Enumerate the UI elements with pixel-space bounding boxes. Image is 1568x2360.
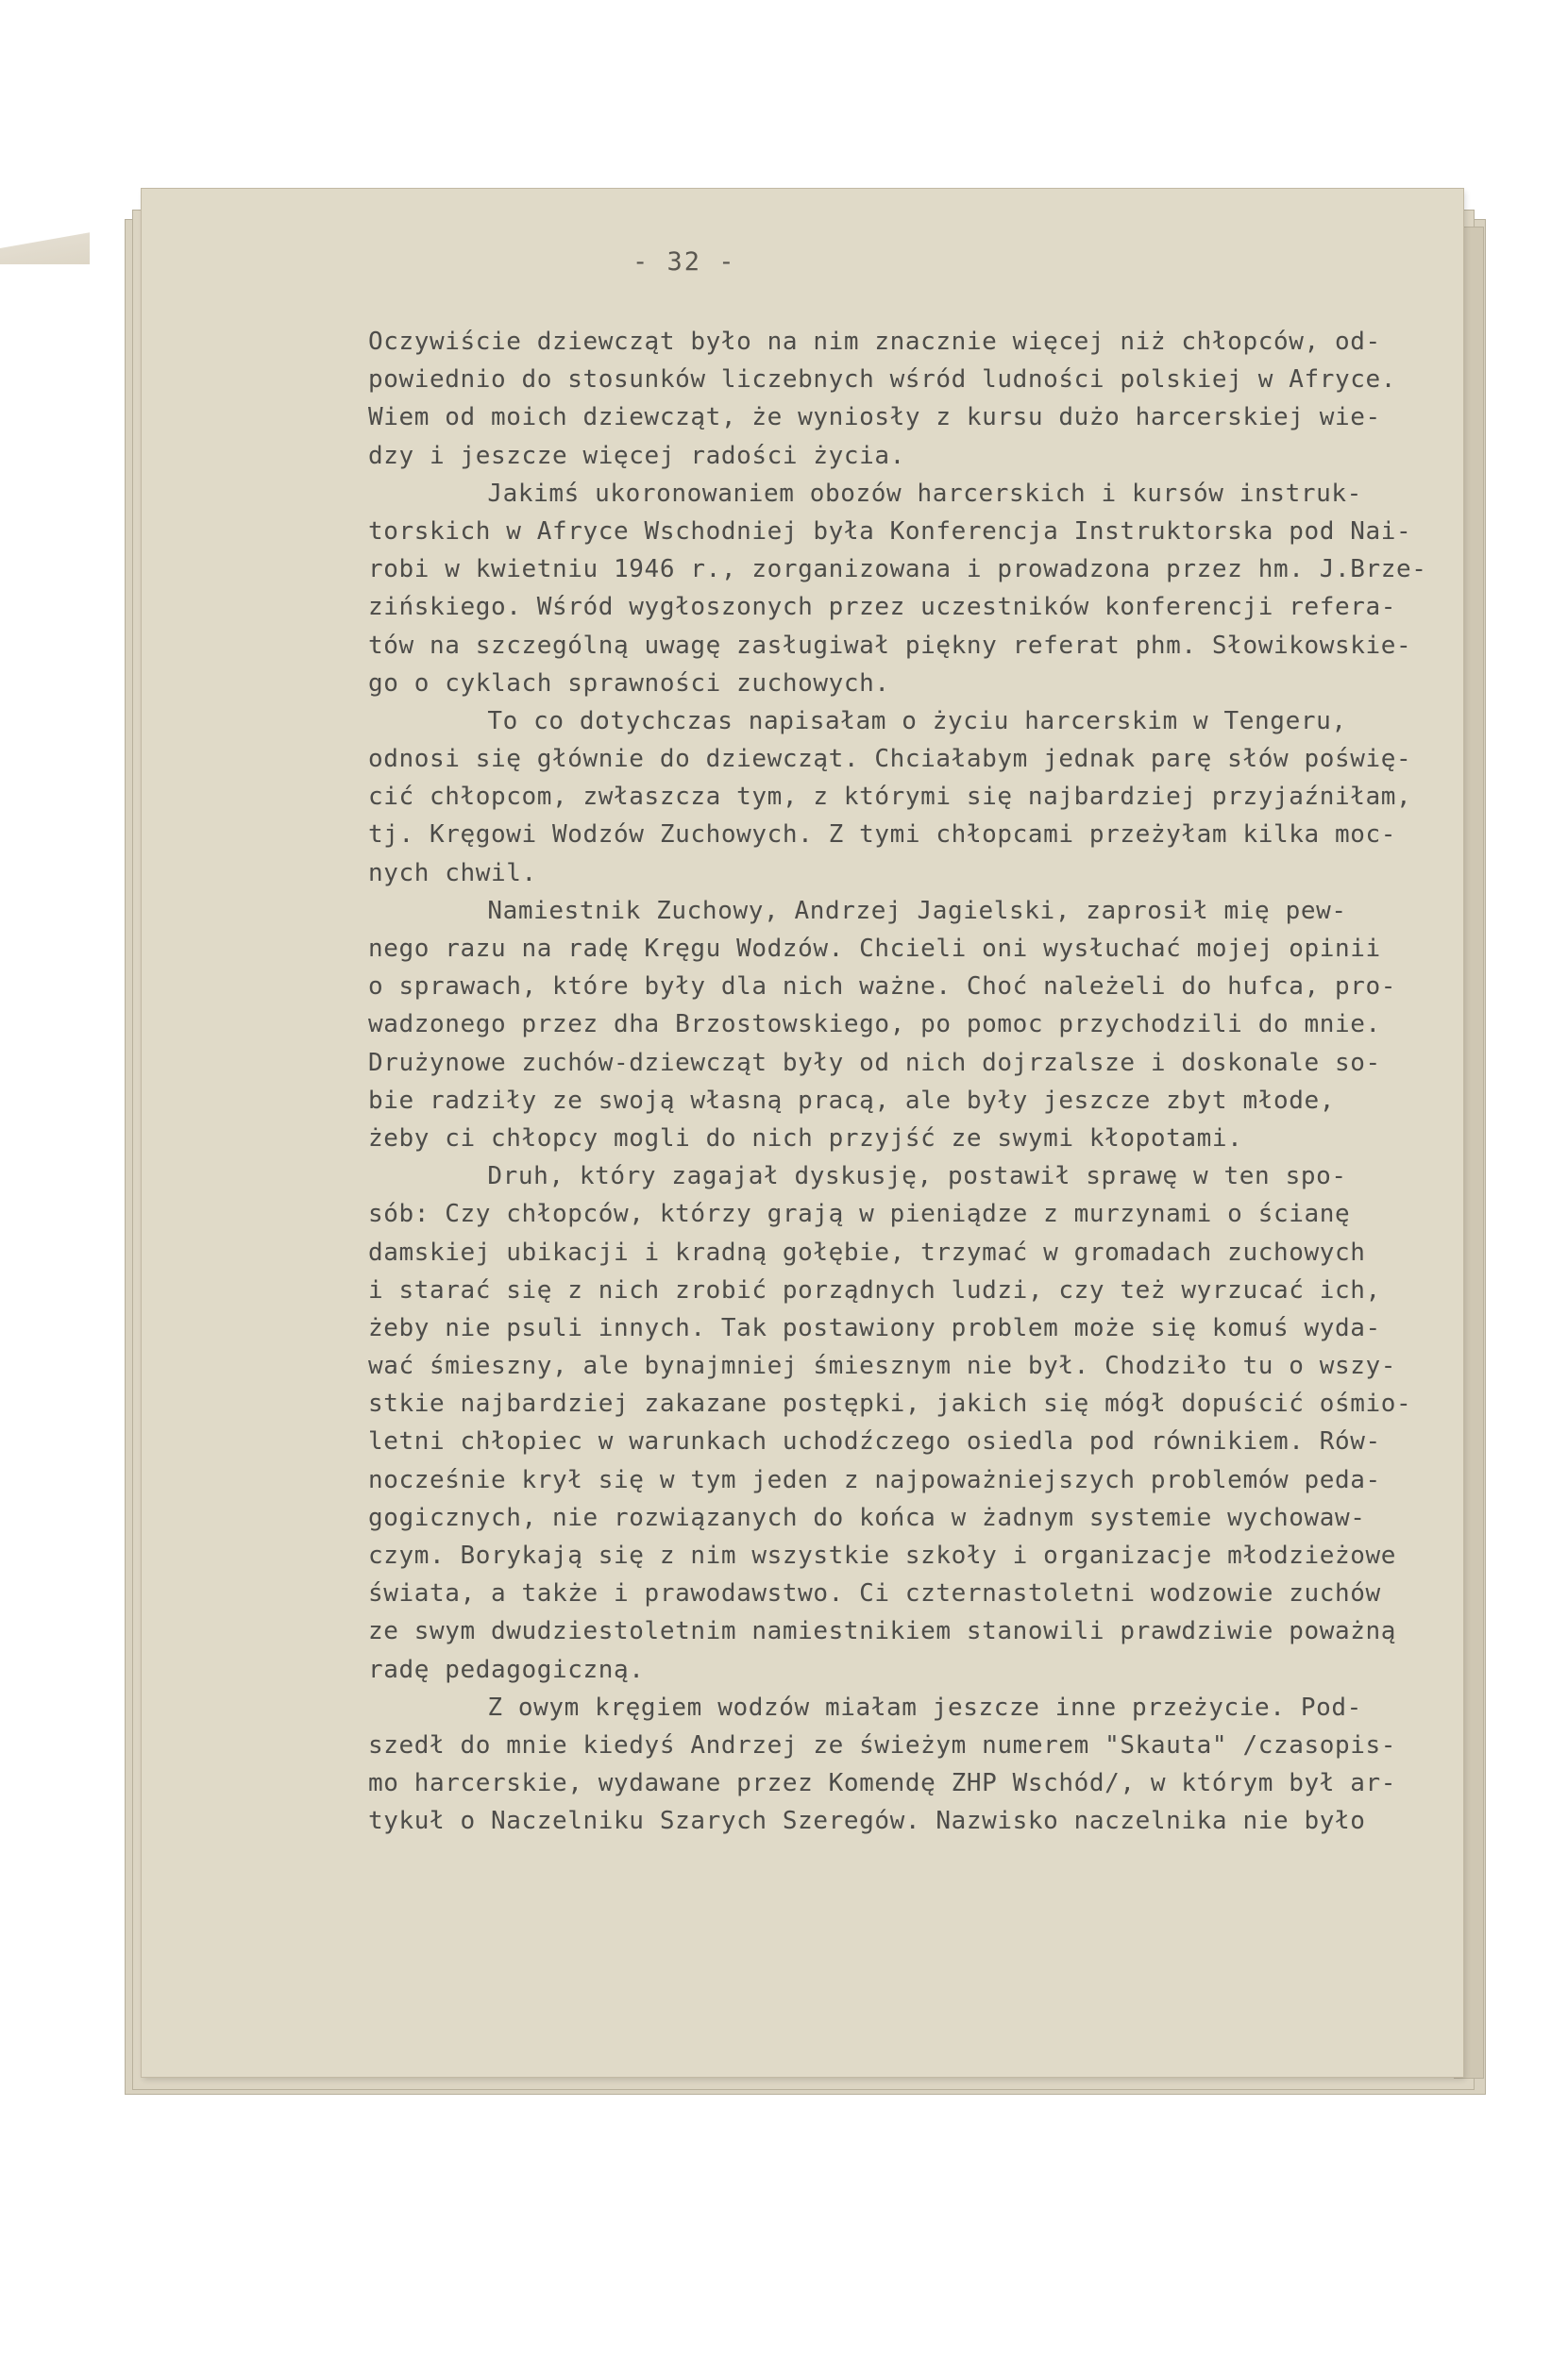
text-line: wać śmieszny, ale bynajmniej śmiesznym nie był. Chodziło tu o wszy- <box>368 1352 1396 1381</box>
text-line: zińskiego. Wśród wygłoszonych przez uczestników konferencji refera- <box>368 593 1396 622</box>
text-line: robi w kwietniu 1946 r., zorganizowana i prowadzona przez hm. J.Brze- <box>368 555 1427 584</box>
text-line: To co dotychczas napisałam o życiu harcerskim w Tengeru, <box>487 706 1347 735</box>
text-line: odnosi się głównie do dziewcząt. Chciałabym jednak parę słów poświę- <box>368 745 1412 774</box>
text-line: powiednio do stosunków liczebnych wśród ludności polskiej w Afryce. <box>368 365 1396 395</box>
text-line: Namiestnik Zuchowy, Andrzej Jagielski, zaprosił mię pew- <box>487 896 1347 925</box>
text-line: Wiem od moich dziewcząt, że wyniosły z kursu dużo harcerskiej wie- <box>368 403 1381 432</box>
text-line: wadzonego przez dha Brzostowskiego, po pomoc przychodzili do mnie. <box>368 1010 1381 1039</box>
text-line: Oczywiście dziewcząt było na nim znacznie więcej niż chłopców, od- <box>368 328 1381 356</box>
page-number: - 32 - <box>632 247 736 277</box>
text-line: ze swym dwudziestoletnim namiestnikiem stanowili prawdziwie poważną <box>368 1617 1396 1646</box>
text-line: go o cyklach sprawności zuchowych. <box>368 668 890 698</box>
text-line: nocześnie krył się w tym jeden z najpoważniejszych problemów peda- <box>368 1465 1381 1494</box>
text-line: stkie najbardziej zakazane postępki, jakich się mógł dopuścić ośmio- <box>368 1390 1412 1419</box>
text-line: i starać się z nich zrobić porządnych ludzi, czy też wyrzucać ich, <box>368 1275 1381 1305</box>
text-line: mo harcerskie, wydawane przez Komendę ZHP Wschód/, w którym był ar- <box>368 1769 1396 1798</box>
text-line: tów na szczególną uwagę zasługiwał piękny referat phm. Słowikowskie- <box>368 631 1412 660</box>
text-line: czym. Borykają się z nim wszystkie szkoły i organizacje młodzieżowe <box>368 1542 1396 1570</box>
text-line: dzy i jeszcze więcej radości życia. <box>368 441 905 470</box>
text-line: Druh, który zagajał dyskusję, postawił sprawę w ten spo- <box>487 1162 1347 1191</box>
text-line: gogicznych, nie rozwiązanych do końca w żadnym systemie wychowaw- <box>368 1503 1366 1532</box>
text-line: żeby nie psuli innych. Tak postawiony problem może się komuś wyda- <box>368 1313 1381 1342</box>
text-line: torskich w Afryce Wschodniej była Konferencja Instruktorska pod Nai- <box>368 516 1412 546</box>
text-line: tj. Kręgowi Wodzów Zuchowych. Z tymi chłopcami przeżyłam kilka moc- <box>368 820 1396 850</box>
text-line: bie radziły ze swoją własną pracą, ale były jeszcze zbyt młode, <box>368 1086 1335 1115</box>
text-line: Drużynowe zuchów-dziewcząt były od nich dojrzalsze i doskonale so- <box>368 1048 1381 1077</box>
text-line: cić chłopcom, zwłaszcza tym, z którymi się najbardziej przyjaźniłam, <box>368 783 1412 812</box>
text-line: Jakimś ukoronowaniem obozów harcerskich i kursów instruk- <box>487 479 1362 508</box>
document-page <box>142 189 1463 2077</box>
text-line: nego razu na radę Kręgu Wodzów. Chcieli oni wysłuchać mojej opinii <box>368 935 1381 963</box>
text-line: sób: Czy chłopców, którzy grają w pieniądze z murzynami o ścianę <box>368 1200 1351 1229</box>
text-line: Z owym kręgiem wodzów miałam jeszcze inne przeżycie. Pod- <box>487 1693 1362 1722</box>
torn-sheet-corner <box>0 227 90 264</box>
text-line: szedł do mnie kiedyś Andrzej ze świeżym numerem "Skauta" /czasopis- <box>368 1730 1396 1760</box>
text-line: tykuł o Naczelniku Szarych Szeregów. Nazwisko naczelnika nie było <box>368 1807 1366 1836</box>
text-line: damskiej ubikacji i kradną gołębie, trzymać w gromadach zuchowych <box>368 1238 1366 1267</box>
text-line: nych chwil. <box>368 858 537 887</box>
text-line: żeby ci chłopcy mogli do nich przyjść ze swymi kłopotami. <box>368 1123 1243 1153</box>
text-line: o sprawach, które były dla nich ważne. Choć należeli do hufca, pro- <box>368 972 1396 1002</box>
text-line: letni chłopiec w warunkach uchodźczego osiedla pod równikiem. Rów- <box>368 1427 1381 1457</box>
page-body <box>368 323 1425 1841</box>
text-line: radę pedagogiczną. <box>368 1655 645 1684</box>
text-line: świata, a także i prawodawstwo. Ci czternastoletni wodzowie zuchów <box>368 1579 1381 1609</box>
